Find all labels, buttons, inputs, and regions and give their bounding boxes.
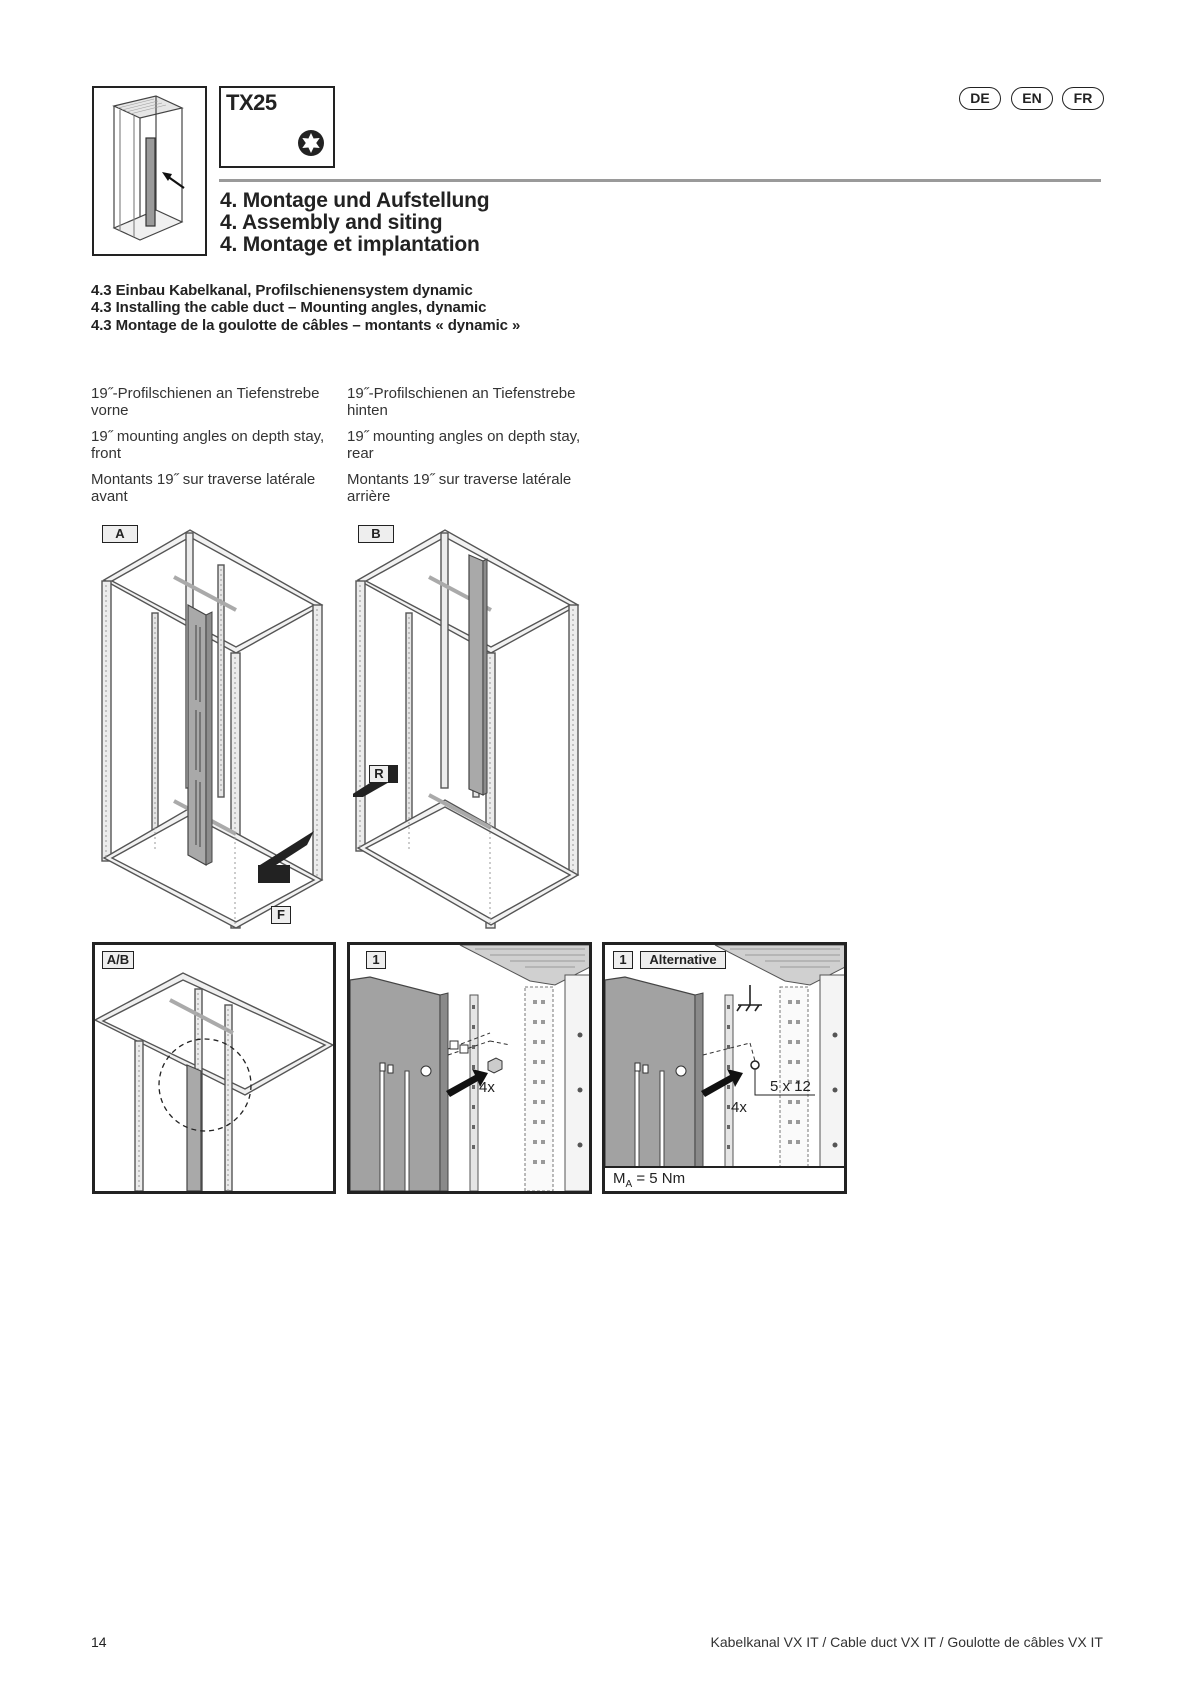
caption-front-de: 19˝-Profilschienen an Tiefenstrebe vorne	[91, 385, 320, 419]
detail-panel-step-1	[347, 942, 592, 1194]
clip-quantity: 4x	[479, 1079, 495, 1096]
alternative-tag: Alternative	[640, 951, 726, 969]
figure-a-front-installation	[100, 525, 330, 930]
figure-b-rear-installation	[353, 525, 588, 930]
figure-a-tag: A	[102, 525, 138, 543]
screw-quantity: 4x	[731, 1099, 747, 1116]
rear-marker-tag: R	[369, 765, 389, 783]
torque-value: = 5 Nm	[632, 1170, 686, 1187]
ground-symbol-icon	[737, 985, 762, 1011]
torque-subscript: A	[625, 1179, 633, 1190]
caption-rear-en: 19˝ mounting angles on depth stay, rear	[347, 428, 581, 462]
chapter-title-fr: 4. Montage et implantation	[220, 233, 480, 256]
duct-screw-mounting-drawing	[605, 945, 845, 1191]
panel-1-step-tag: 1	[366, 951, 386, 969]
language-badge-fr: FR	[1062, 87, 1104, 110]
section-title-de: 4.3 Einbau Kabelkanal, Profilschienensystem dynamic	[91, 282, 473, 299]
cabinet-frame-rear-drawing	[353, 525, 588, 930]
torque-specification	[602, 1166, 847, 1194]
screw-size-label: 5 x 12	[770, 1078, 811, 1095]
header-divider	[219, 179, 1101, 182]
section-title-fr: 4.3 Montage de la goulotte de câbles – montants « dynamic »	[91, 317, 521, 334]
torx-bit-icon	[297, 129, 325, 157]
front-marker-tag: F	[271, 906, 291, 924]
caption-rear	[347, 385, 597, 514]
language-badge-en: EN	[1011, 87, 1053, 110]
page-number: 14	[91, 1634, 107, 1650]
language-badge-de: DE	[959, 87, 1001, 110]
duct-top-attachment-drawing	[95, 945, 333, 1191]
tool-label: TX25	[226, 90, 277, 115]
section-title-en: 4.3 Installing the cable duct – Mounting angles, dynamic	[91, 299, 487, 316]
cabinet-frame-front-drawing	[100, 525, 330, 930]
footer-document-title: Kabelkanal VX IT / Cable duct VX IT / Goulotte de câbles VX IT	[710, 1634, 1103, 1650]
duct-clip-mounting-drawing	[350, 945, 590, 1191]
detail-panel-ab	[92, 942, 336, 1194]
chapter-title-en: 4. Assembly and siting	[220, 211, 443, 234]
caption-front-fr: Montants 19˝ sur traverse latérale avant	[91, 471, 316, 505]
caption-front-en: 19˝ mounting angles on depth stay, front	[91, 428, 325, 462]
caption-rear-de: 19˝-Profilschienen an Tiefenstrebe hinten	[347, 385, 576, 419]
caption-rear-fr: Montants 19˝ sur traverse latérale arrière	[347, 471, 572, 505]
figure-b-tag: B	[358, 525, 394, 543]
panel-alt-step-tag: 1	[613, 951, 633, 969]
detail-panel-alternative	[602, 942, 847, 1194]
chapter-title-de: 4. Montage und Aufstellung	[220, 189, 490, 212]
cabinet-thumbnail	[92, 86, 207, 256]
cabinet-with-duct-icon	[94, 88, 204, 253]
torque-symbol: M	[613, 1170, 626, 1187]
panel-ab-tag: A/B	[102, 951, 134, 969]
caption-front	[91, 385, 341, 514]
